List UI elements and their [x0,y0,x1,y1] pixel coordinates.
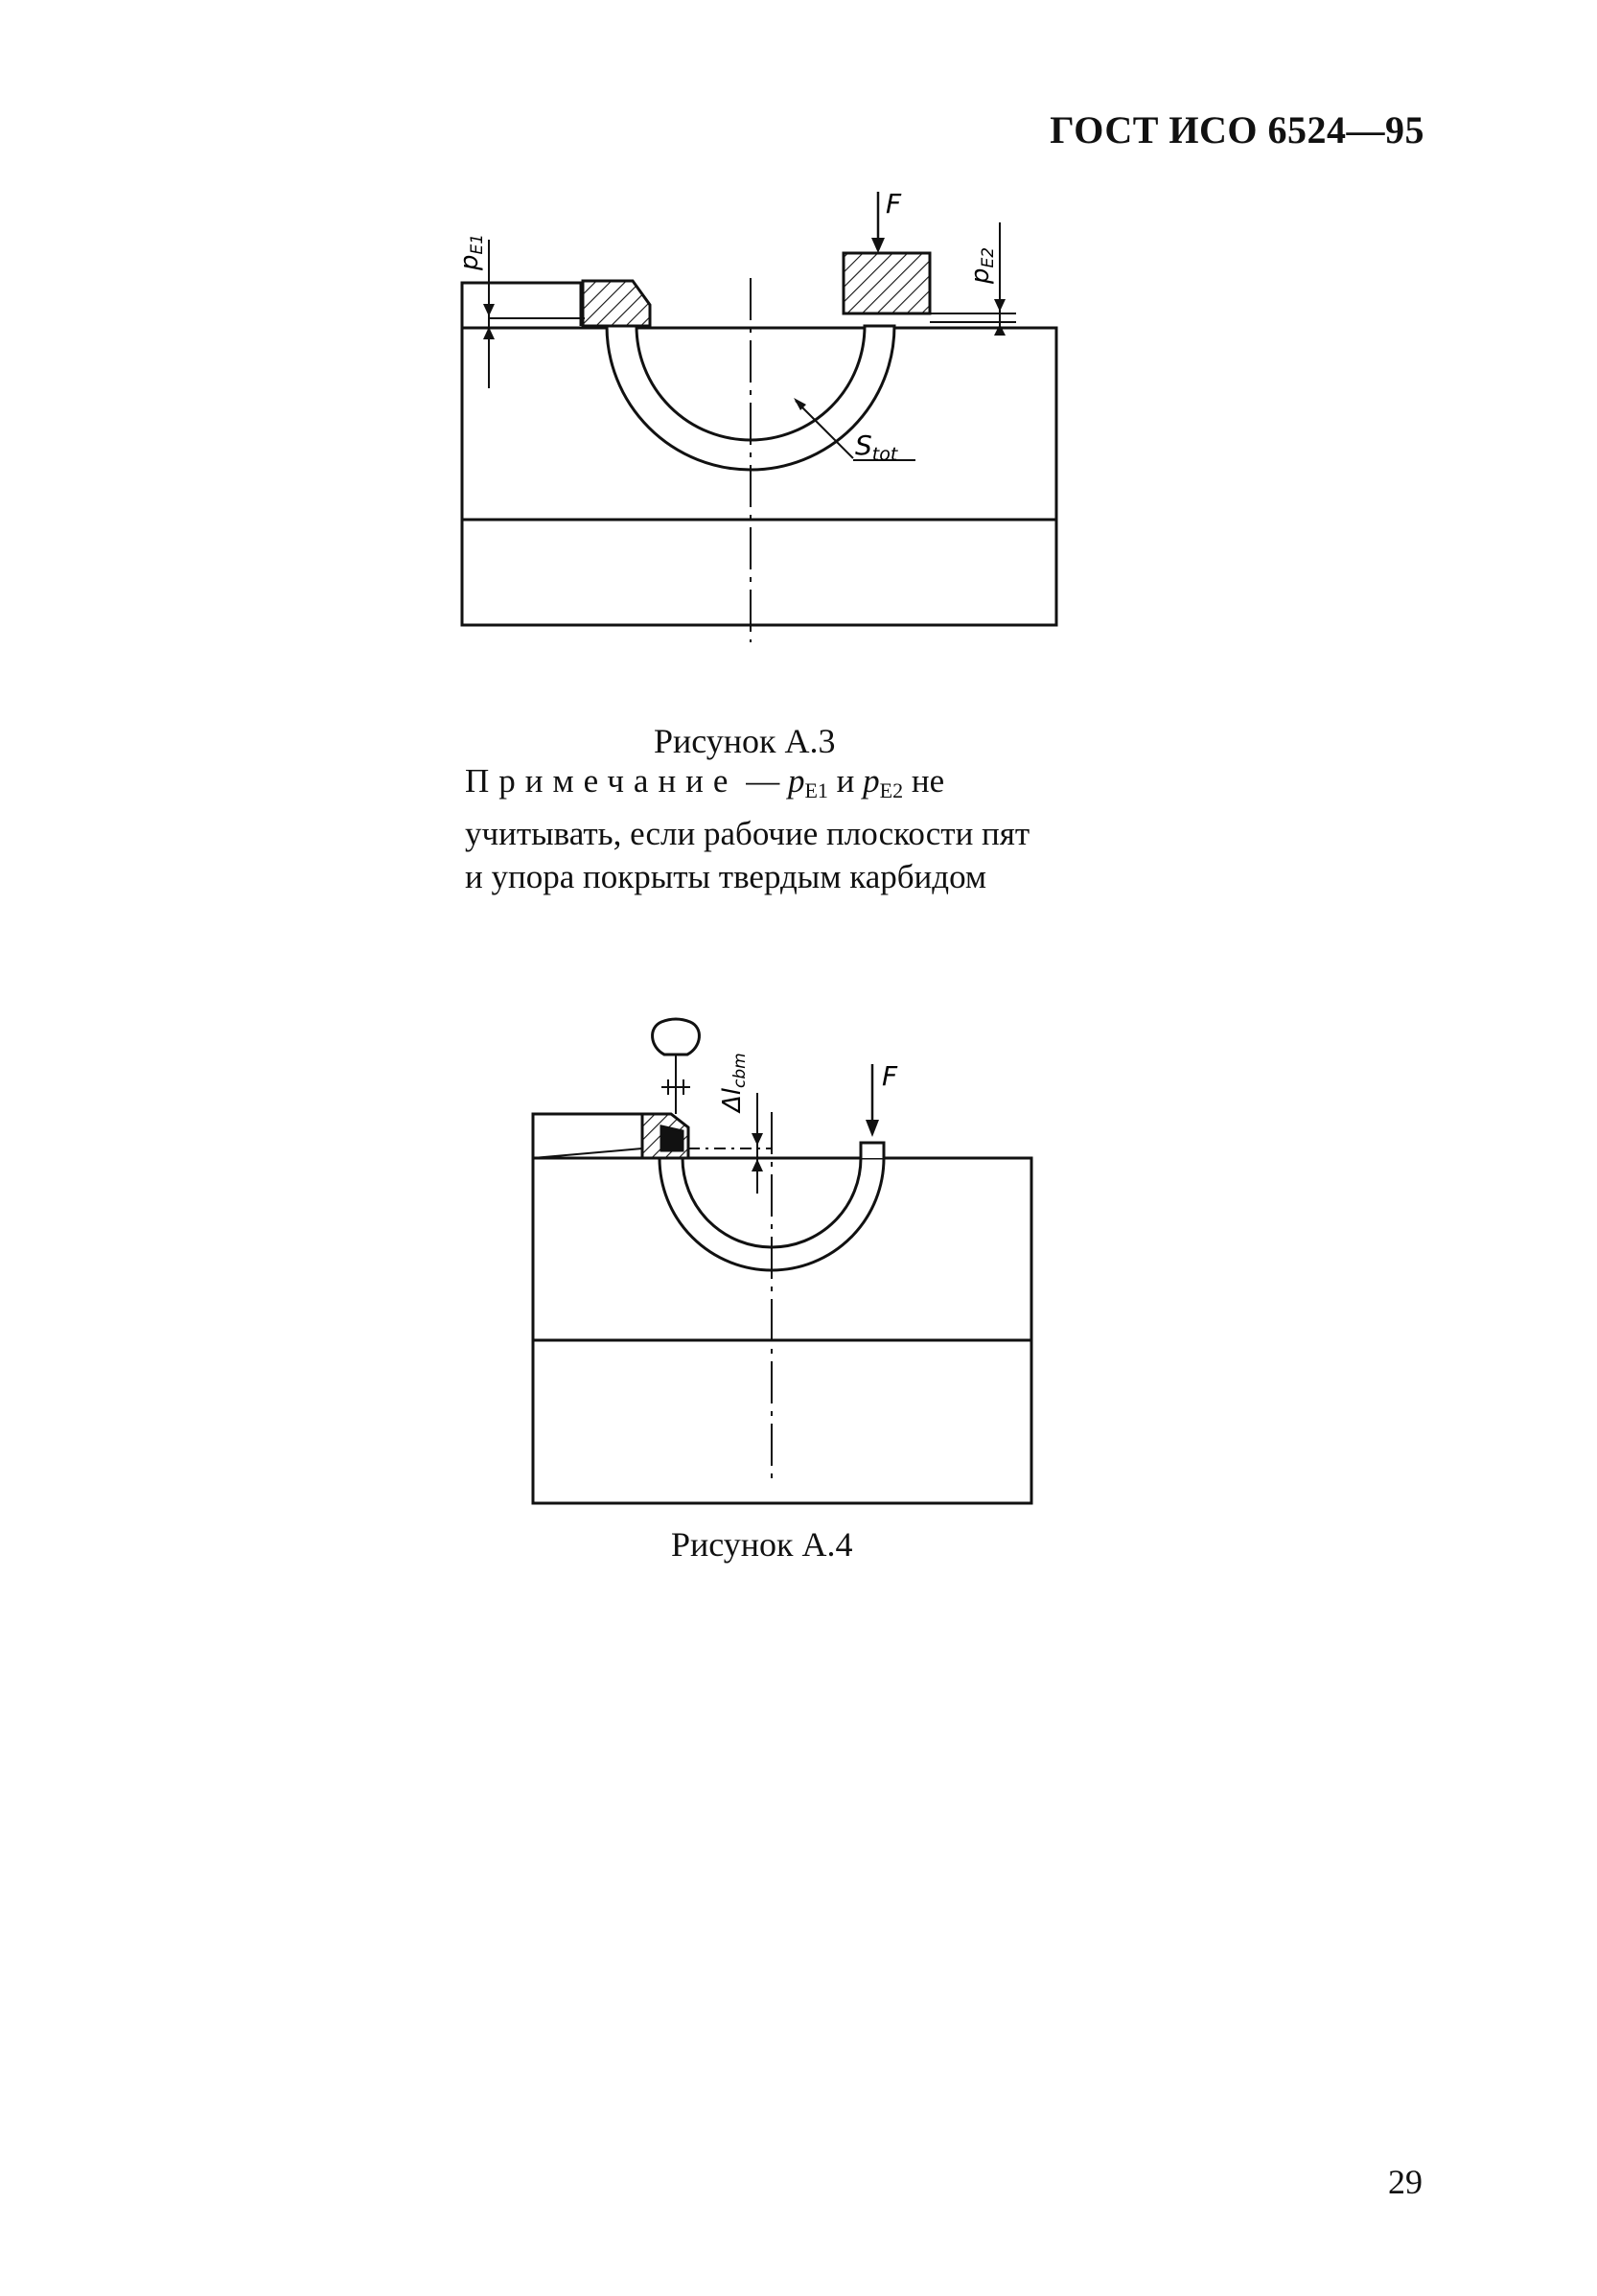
pe2-arrowhead [994,324,1006,336]
note-conjunction: и [827,762,864,800]
dl-arrowhead [752,1133,763,1146]
weld-symbol-icon [653,1019,700,1055]
note-line-2: учитывать, если рабочие плоскости пят [465,815,1030,852]
page-number: 29 [1388,2163,1423,2201]
left-support-plate [462,283,581,328]
right-punch-hatched [844,253,930,313]
figure-a3-drawing [441,182,1074,661]
base-block-outline [462,328,1056,625]
dl-label: Δlcbm [718,1053,750,1112]
note-line-1 [465,759,1078,812]
figure-a3-caption: Рисунок А.3 [654,722,836,760]
dl-arrowhead [752,1159,763,1171]
left-support-plate [533,1114,642,1158]
figure-a4-caption: Рисунок А.4 [671,1525,853,1564]
left-stop-hatched [583,281,650,326]
note-symbol-pe2: $p_{E2}$ [863,762,904,802]
force-arrowhead [866,1120,879,1137]
note-dash: — [737,762,788,800]
base-block-outline [533,1158,1031,1503]
note-symbol-pe1: $p_{E1}$ [787,762,828,802]
specimen-right-end [861,1143,884,1158]
document-code: ГОСТ ИСО 6524—95 [1050,108,1424,151]
note-line-1-end: не [903,762,945,800]
force-label: F [886,188,902,220]
pe1-label: pE1 [455,233,487,270]
note-line-3: и упора покрыты твердым карбидом [465,858,987,895]
figure-a3-note [465,759,1078,898]
pe1-arrowhead [483,304,495,316]
force-label: F [882,1060,898,1092]
stot-label: $S_{tot}$ [855,429,898,465]
pe2-arrowhead [994,299,1006,312]
figure-a4-drawing [518,1007,1054,1486]
note-title: Примечание [465,762,738,800]
pe2-label: pE2 [966,246,998,284]
force-arrowhead [871,238,885,253]
weld-bead [661,1126,683,1150]
